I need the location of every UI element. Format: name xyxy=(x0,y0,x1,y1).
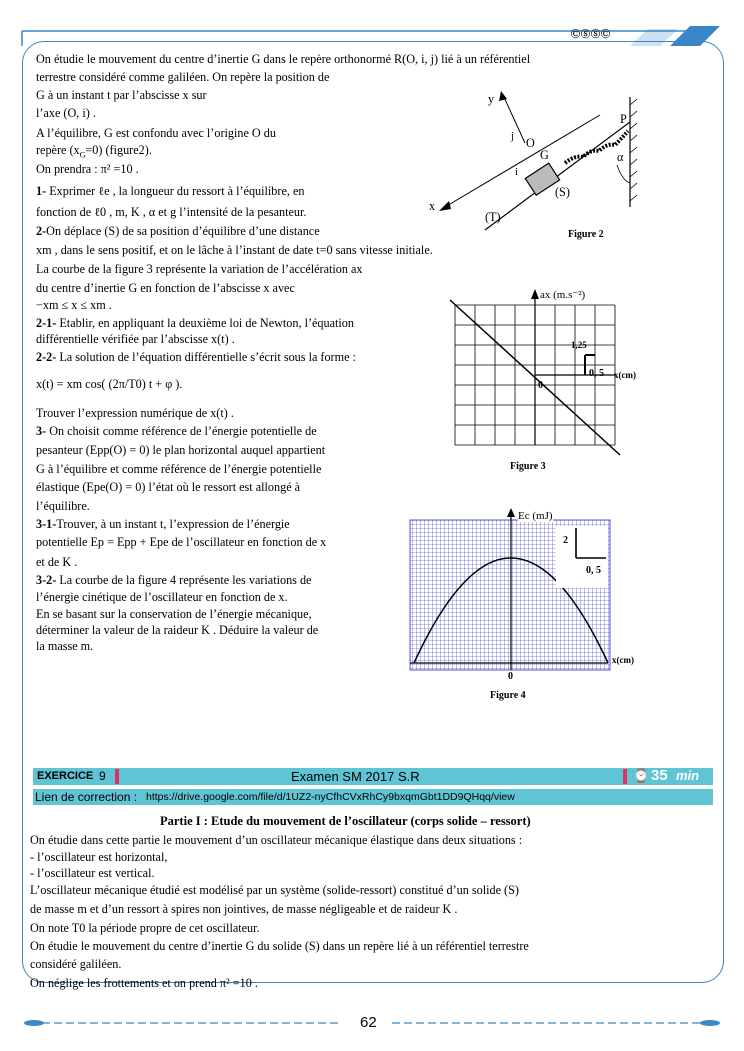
intro-line-5: A l’équilibre, G est confondu avec l’origine O du xyxy=(36,126,276,140)
q3-line-5: l’équilibre. xyxy=(36,499,90,513)
figure-3-chart xyxy=(435,285,635,465)
part1-line-2: - l’oscillateur est horizontal, xyxy=(30,850,168,864)
exercise-time: 35 xyxy=(651,767,668,784)
exercise-label: EXERCICE xyxy=(37,770,94,782)
q32-line-2: l’énergie cinétique de l’oscillateur en fonction de x. xyxy=(36,590,288,604)
q21-line-2: différentielle vérifiée par l’abscisse x(t) . xyxy=(36,332,235,346)
fig3-tick-x: 0, 5 xyxy=(589,368,604,379)
fig4-xlabel: x(cm) xyxy=(612,655,634,665)
exercise-header-bar xyxy=(33,768,713,785)
fig3-origin: 0 xyxy=(538,380,543,391)
part1-line-3: - l’oscillateur est vertical. xyxy=(30,866,155,880)
q3-line-2: pesanteur (Epp(O) = 0) le plan horizontal auquel appartient xyxy=(36,443,326,457)
figure-2-caption: Figure 2 xyxy=(568,229,604,240)
fig3-tick-y: 1,25 xyxy=(571,340,587,350)
q32-line-3: En se basant sur la conservation de l’énergie mécanique, xyxy=(36,607,312,621)
intro-line-6: repère $(x_G=0)$ (figure2). xyxy=(36,143,152,160)
fig2-label-i: i xyxy=(515,166,519,178)
clock-icon: ⌚ xyxy=(633,768,650,783)
correction-link[interactable]: https://drive.google.com/file/d/1UZ2-nyCfhCVxRhCy9bxqmGbt1DD9QHqq/view xyxy=(146,791,515,803)
part1-line-4: L’oscillateur mécanique étudié est modélisé par un système (solide-ressort) constitué d’un solide (S) xyxy=(30,883,519,897)
exercise-number: 9 xyxy=(99,769,106,783)
exercise-marker-left xyxy=(115,769,119,784)
q22-equation: x(t) = xm cos( (2π/T0) t + φ ). xyxy=(36,377,183,391)
fig4-tick-x: 0, 5 xyxy=(586,565,601,576)
figure-4-chart xyxy=(408,508,613,673)
intro-line-4: l’axe (O, i) . xyxy=(36,106,96,120)
figure-2-diagram xyxy=(425,85,650,245)
part1-line-7: On étudie le mouvement du centre d’inertie G du solide (S) dans un repère lié à un référentiel terrestre xyxy=(30,939,529,953)
intro-line-2: terrestre considéré comme galiléen. On repère la position de xyxy=(36,70,330,84)
q2-line-2: xm , dans le sens positif, et on le lâche à l’instant de date t=0 sans vitesse initiale. xyxy=(36,243,433,257)
fig4-origin: 0 xyxy=(508,671,513,682)
page-number: 62 xyxy=(360,1014,377,1031)
q32-line-4: déterminer la valeur de la raideur K . Déduire la valeur de xyxy=(36,623,319,637)
fig2-label-x: x xyxy=(429,199,436,213)
figure-3-caption: Figure 3 xyxy=(510,461,546,472)
part1-line-5: de masse m et d’un ressort à spires non jointives, de masse négligeable et de raideur K . xyxy=(30,902,458,916)
fig2-label-y: y xyxy=(488,92,495,106)
fig2-label-alpha: α xyxy=(617,150,624,164)
correction-link-label: Lien de correction : xyxy=(35,790,138,804)
part1-title: Partie I : Etude du mouvement de l’oscillateur (corps solide – ressort) xyxy=(160,814,531,828)
fig2-label-j: j xyxy=(511,130,515,142)
fig2-label-S: (S) xyxy=(555,185,570,199)
intro-line-1: On étudie le mouvement du centre d’inertie G dans le repère orthonormé R(O, i, j) lié à un référentiel xyxy=(36,52,531,66)
fig2-label-P: P xyxy=(620,112,627,126)
fig2-label-T: (T) xyxy=(485,210,501,224)
fig2-label-G: G xyxy=(540,148,549,162)
fig4-tick-y: 2 xyxy=(563,535,568,546)
q31-line-2: potentielle Ep = Epp + Epe de l’oscillateur en fonction de x xyxy=(36,535,327,549)
fig2-label-O: O xyxy=(526,136,535,150)
q2-text-3: −xm ≤ x ≤ xm . xyxy=(36,298,112,312)
q32-line-5: la masse m. xyxy=(36,639,94,653)
correction-link-bar xyxy=(33,789,713,805)
q3-line-4: élastique (Epe(O) = 0) l’état où le ressort est allongé à xyxy=(36,480,301,494)
part1-line-9: On néglige les frottements et on prend π² =10 . xyxy=(30,976,258,990)
q3-line-3: G à l’équilibre et comme référence de l’énergie potentielle xyxy=(36,462,322,476)
q31-line-1: 3-1-Trouver, à un instant t, l’expression de l’énergie xyxy=(36,517,290,531)
exercise-time-unit: min xyxy=(676,768,700,783)
exercise-title: Examen SM 2017 S.R xyxy=(291,769,420,784)
fig4-ylabel: Ec (mJ) xyxy=(518,510,553,522)
q1-line-1: 1- Exprimer ℓe , la longueur du ressort à l’équilibre, en xyxy=(36,184,305,198)
license-badge: ⒸⓈⓈⒸ xyxy=(571,30,612,40)
q32-line-1: 3-2- La courbe de la figure 4 représente les variations de xyxy=(36,573,312,587)
part1-line-8: considéré galiléen. xyxy=(30,957,122,971)
q1-line-2: fonction de ℓ0 , m, K , α et g l’intensité de la pesanteur. xyxy=(36,205,307,219)
intro-line-3: G à un instant t par l’abscisse x sur xyxy=(36,88,207,102)
q21-line-1: 2-1- Etablir, en appliquant la deuxième loi de Newton, l’équation xyxy=(36,316,354,330)
fig3-ylabel: ax (m.s⁻²) xyxy=(540,289,586,301)
q2-line-1: 2-On déplace (S) de sa position d’équilibre d’une distance xyxy=(36,224,320,238)
q22-line-3: Trouver l’expression numérique de x(t) . xyxy=(36,406,234,420)
q22-line-1: 2-2- La solution de l’équation différentielle s’écrit sous la forme : xyxy=(36,350,356,364)
intro-line-7: On prendra : π² =10 . xyxy=(36,162,139,176)
q2-text-2: du centre d’inertie G en fonction de l’abscisse x avec xyxy=(36,281,295,295)
part1-line-6: On note T0 la période propre de cet oscillateur. xyxy=(30,921,260,935)
q3-line-1: 3- On choisit comme référence de l’énergie potentielle de xyxy=(36,424,317,438)
exercise-marker-right xyxy=(623,769,627,784)
figure-4-caption: Figure 4 xyxy=(490,690,526,701)
q2-text-1: La courbe de la figure 3 représente la variation de l’accélération ax xyxy=(36,262,363,276)
part1-line-1: On étudie dans cette partie le mouvement d’un oscillateur mécanique élastique dans deux situations : xyxy=(30,833,523,847)
fig3-xlabel: x(cm) xyxy=(614,370,636,380)
q31-line-3: et de K . xyxy=(36,555,78,569)
